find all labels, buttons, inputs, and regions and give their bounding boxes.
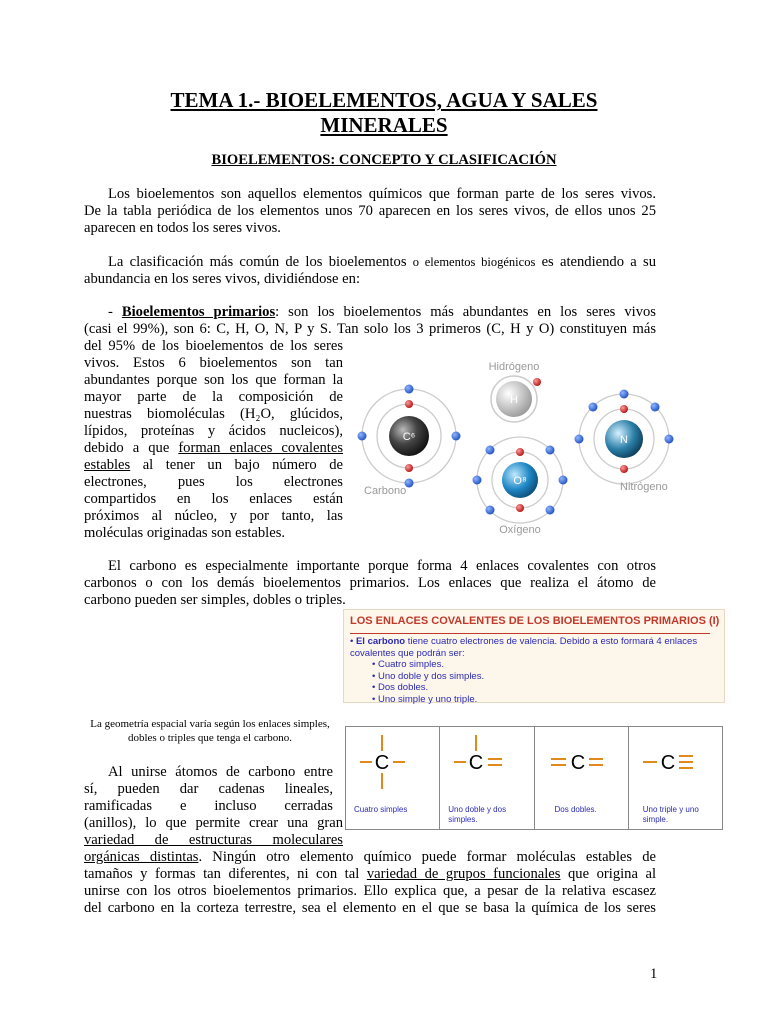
p1-line2: De la tabla periódica de los elementos unos 70 aparecen en los seres vivos, de ellos unos 25 [84,203,656,219]
oxygen-label: Oxígeno [499,524,541,536]
carbon-symbol: C⁶ [402,431,416,443]
p5-line2: sí, pueden dar cadenas lineales, [84,781,333,797]
bond-caption: Uno doble y dos simples. [448,805,507,824]
geometry-caption: La geometría espacial varía según los enlaces simples, dobles o triples que tenga el carbono. [90,718,330,744]
p2-line2: abundancia en los seres vivos, dividiéndose en: [84,271,360,287]
page-title-line2: MINERALES [320,113,448,137]
p3-line12: compartidos en los enlaces están [84,491,343,507]
bond-cell-double-two-single [440,727,534,829]
p3-line14: moléculas originadas son estables. [84,525,286,541]
box-item: • Uno simple y uno triple. [372,693,478,705]
p3-line11: electrones, pues los electrones [84,474,343,490]
p3-line7: nuestras biomoléculas (H₂O, glúcidos, [84,406,343,422]
covalent-bonds-box [343,609,725,703]
p3-line4: vivos. Estos 6 bioelementos son tan [84,355,343,371]
section-subtitle: BIOELEMENTOS: CONCEPTO Y CLASIFICACIÓN [211,152,557,168]
p5-line4: (anillos), lo que permite crear una gran [84,815,343,831]
bond-cell-triple-single [629,727,722,829]
p5-line1: Al unirse átomos de carbono entre [108,764,333,780]
bond-cell-two-double [535,727,629,829]
svg-text:C: C [570,752,585,774]
p5-line7: tamaños y formas tan diferentes, ni con tal variedad de grupos funcionales que origina al [84,866,657,882]
p3-line10: estables al tener un bajo número de [84,457,343,473]
bond-caption: Cuatro simples [354,805,408,814]
box-item: • Dos dobles. [372,682,429,693]
p4-line2: carbonos o con los demás bioelementos primarios. Los enlaces que realiza el átomo de [84,575,656,591]
oxygen-symbol: O⁸ [513,475,527,487]
box-header: LOS ENLACES COVALENTES DE LOS BIOELEMENTOS PRIMARIOS (I) [350,615,720,627]
page-number: 1 [650,966,658,982]
p3-line2: (casi el 99%), son 6: C, H, O, N, P y S. Tan solo los 3 primeros (C, H y O) constituyen más [84,321,656,337]
p4-line1: El carbono es especialmente importante porque forma 4 enlaces covalentes con otros [108,558,656,574]
box-divider [350,633,710,634]
p1-line1: Los bioelementos son aquellos elementos químicos que forman parte de los seres vivos. [108,186,656,202]
p5-line3: ramificadas e incluso cerradas [84,798,333,814]
p3-line13: próximos al núcleo, y por tanto, las [84,508,343,524]
box-body: • El carbono tiene cuatro electrones de valencia. Debido a esto formará 4 enlaces covalentes que podrán ser: • Cuatro simples. • Uno doble y dos simples. • Dos dobles. • Uno simple y uno triple. [350,636,698,705]
p3-line3: del 95% de los bioelementos de los seres [84,338,343,354]
hydrogen-label: Hidrógeno [488,361,540,373]
bond-caption: Uno triple y uno simple. [642,805,699,824]
p5-line5: variedad de estructuras moleculares [84,832,343,848]
svg-text:C: C [469,752,484,774]
p5-line6: orgánicas distintas. Ningún otro elemento químico puede formar moléculas estables de [84,849,657,865]
svg-text:C: C [660,752,675,774]
p5-line8: unirse con los otros bioelementos primarios. Ello explica que, a pesar de la relativa escasez [84,883,656,899]
p3-line8: lípidos, proteínas y ácidos nucleicos), [84,423,343,439]
p4-line3: carbono pueden ser simples, dobles o triples. [84,592,346,608]
bond-caption: Dos dobles. [554,805,597,814]
hydrogen-symbol: H [510,394,518,406]
box-item: • Uno doble y dos simples. [372,670,485,682]
svg-text:C: C [374,752,390,774]
nitrogen-label: Nitrógeno [620,481,668,493]
p3-line5: abundantes porque son los que forman la [84,372,343,388]
p2-line1: La clasificación más común de los bioelementos o elementos biogénicos es atendiendo a su [108,254,656,270]
p1-line3: aparecen en todos los seres vivos. [84,220,281,236]
carbon-label: Carbono [364,485,407,497]
hydrogen-electron [533,378,541,386]
p3-line9: debido a que forman enlaces covalentes [84,440,344,456]
p3-line1: - Bioelementos primarios: son los bioelementos más abundantes en los seres vivos [108,304,656,320]
bond-types-panel [345,726,723,830]
p3-line6: mayor parte de la composición de [84,389,343,405]
p5-line9: del carbono en la corteza terrestre, sea el elemento en el que se basa la química de los seres [84,900,656,916]
bond-cell-four-single [346,727,440,829]
page-title-line1: TEMA 1.- BIOELEMENTOS, AGUA Y SALES [170,88,598,112]
atoms-illustration [352,352,688,540]
nitrogen-symbol: N [620,434,628,446]
box-item: • Cuatro simples. [372,659,444,670]
